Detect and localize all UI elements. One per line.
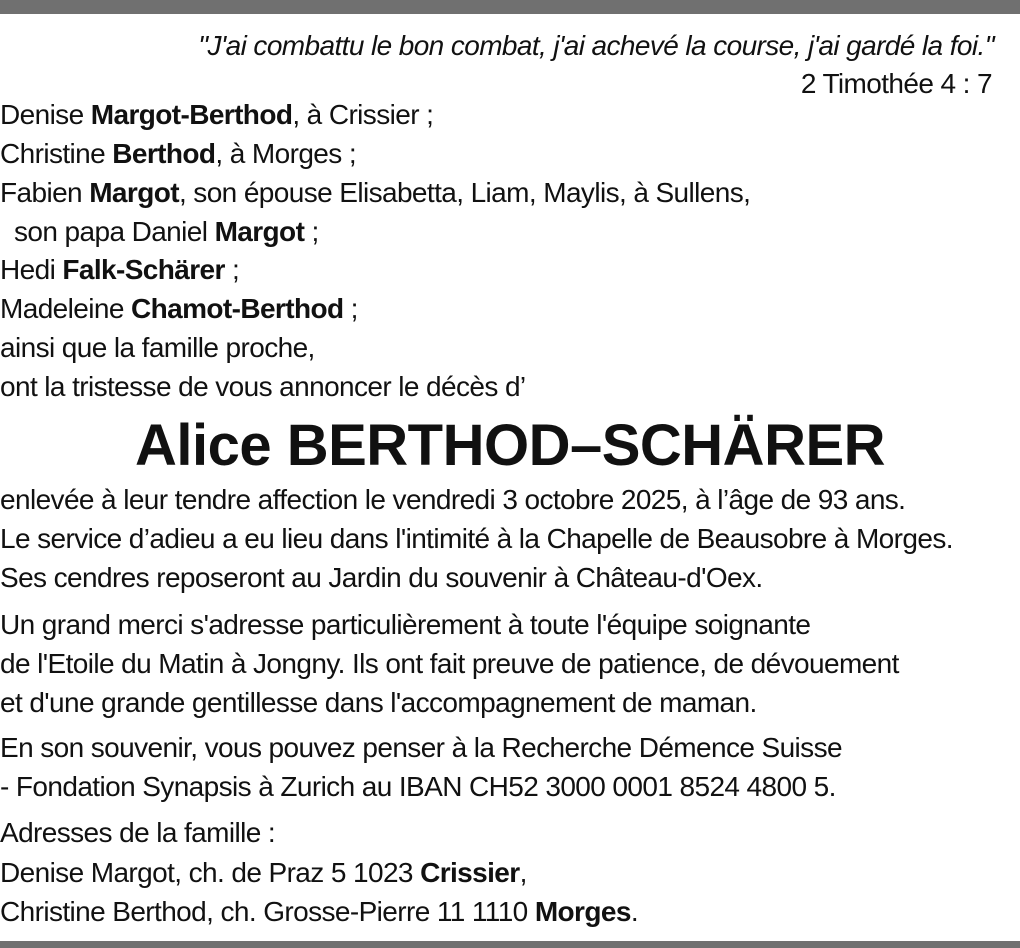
family-surname: Margot-Berthod (90, 99, 293, 130)
family-line: Christine Berthod, à Morges ; (0, 138, 357, 169)
family-surname: Berthod (112, 138, 216, 169)
family-line: Fabien Margot, son épouse Elisabetta, Liam, Maylis, à Sullens, (0, 177, 751, 208)
addresses-heading: Adresses de la famille : (0, 817, 276, 848)
body-line: Le service d’adieu a eu lieu dans l'intimité à la Chapelle de Beausobre à Morges. (0, 523, 953, 554)
family-line: Madeleine Chamot-Berthod ; (0, 293, 358, 324)
top-rule (0, 0, 1020, 14)
body-line: de l'Etoile du Matin à Jongny. Ils ont fait preuve de patience, de dévouement (0, 648, 899, 679)
intro-line: ainsi que la famille proche, (0, 332, 315, 363)
address-line: Christine Berthod, ch. Grosse-Pierre 11 1110 Morges. (0, 896, 638, 927)
family-line: son papa Daniel Margot ; (14, 216, 319, 247)
address-line: Denise Margot, ch. de Praz 5 1023 Crissier, (0, 857, 527, 888)
family-surname: Chamot-Berthod (130, 293, 344, 324)
address-city: Crissier (420, 857, 520, 888)
body-line: enlevée à leur tendre affection le vendredi 3 octobre 2025, à l’âge de 93 ans. (0, 484, 906, 515)
body-line: et d'une grande gentillesse dans l'accompagnement de maman. (0, 687, 757, 718)
address-city: Morges (534, 896, 631, 927)
epigraph-reference: 2 Timothée 4 : 7 (800, 68, 992, 99)
epigraph-quote: "J'ai combattu le bon combat, j'ai achevé la course, j'ai gardé la foi." (198, 30, 994, 61)
body-line: En son souvenir, vous pouvez penser à la Recherche Démence Suisse (0, 732, 842, 763)
family-surname: Margot (89, 177, 179, 208)
family-surname: Margot (214, 216, 305, 247)
family-surname: Falk-Schärer (62, 254, 225, 285)
intro-line: ont la tristesse de vous annoncer le décès d’ (0, 371, 526, 402)
family-line: Denise Margot-Berthod, à Crissier ; (0, 99, 434, 130)
bottom-rule (0, 941, 1020, 948)
family-line: Hedi Falk-Schärer ; (0, 254, 240, 285)
deceased-name: Alice BERTHOD–SCHÄRER (134, 413, 886, 478)
body-line: Un grand merci s'adresse particulièrement à toute l'équipe soignante (0, 609, 811, 640)
body-line: Ses cendres reposeront au Jardin du souvenir à Château-d'Oex. (0, 562, 763, 593)
body-line: - Fondation Synapsis à Zurich au IBAN CH52 3000 0001 8524 4800 5. (0, 771, 836, 802)
